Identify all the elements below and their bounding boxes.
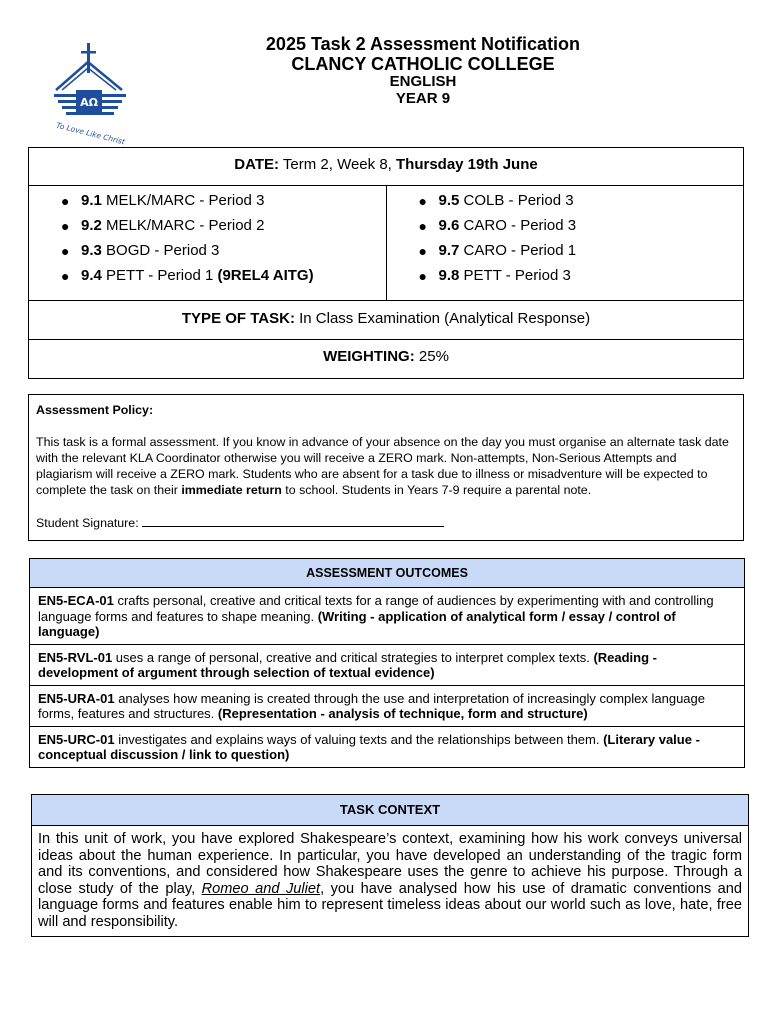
list-item (419, 218, 744, 243)
list-item (61, 243, 386, 268)
outcome-code: EN5-URC-01 (38, 731, 115, 747)
table-row (30, 645, 744, 686)
task-type-row (29, 301, 743, 340)
outcome-focus: (Representation - analysis of technique, form and structure) (217, 706, 588, 721)
page-header (200, 34, 646, 108)
class-code: 9.2 (81, 217, 102, 234)
class-list-right (387, 186, 744, 300)
date-label: DATE: (234, 156, 279, 173)
outcome-text: analyses how meaning is created through the use and interpretation of increasingly complex language forms, features and structures. (38, 690, 705, 721)
policy-title: Assessment Policy: (36, 403, 154, 417)
class-code: 9.7 (438, 242, 460, 259)
table-row (30, 686, 744, 727)
bullet-icon: ● (61, 193, 70, 209)
outcome-focus: (Reading - development of argument through selection of textual evidence) (38, 649, 657, 680)
outcomes-heading: ASSESSMENT OUTCOMES (30, 559, 744, 588)
outcome-text: investigates and explains ways of valuing texts and the relationships between them. (114, 731, 604, 747)
play-title: Romeo and Juliet (201, 880, 321, 897)
outcome-code: EN5-ECA-01 (38, 593, 114, 608)
bullet-icon: ● (418, 243, 427, 259)
policy-text-part: to school. Students in Years 7-9 require a parental note. (281, 483, 592, 497)
task-type-value: In Class Examination (Analytical Response) (294, 310, 591, 327)
logo-letters: AΩ (80, 96, 98, 109)
outcome-focus: (Writing - application of analytical form / essay / control of language) (38, 608, 676, 639)
signature-line[interactable] (142, 514, 444, 527)
class-detail: MELK/MARC - Period 2 (101, 217, 265, 234)
subject-name: ENGLISH (389, 73, 457, 91)
class-detail: CARO - Period 3 (459, 217, 577, 234)
signature-label: Student Signature: (36, 516, 143, 530)
outcome-text: crafts personal, creative and critical texts for a range of audiences by experimenting with and controlling language forms and features to shape meaning. (38, 593, 714, 624)
class-extra: (9REL4 AITG) (217, 267, 314, 284)
weighting-value: 25% (414, 348, 449, 365)
task-context-box (31, 794, 749, 937)
list-item (419, 268, 744, 293)
year-level: YEAR 9 (395, 90, 451, 108)
college-name: CLANCY CATHOLIC COLLEGE (291, 54, 555, 75)
list-item (419, 243, 744, 268)
class-code: 9.4 (81, 267, 102, 284)
class-detail: COLB - Period 3 (459, 192, 574, 209)
task-info-table (28, 147, 744, 379)
list-item (61, 193, 386, 218)
bullet-icon: ● (61, 218, 70, 234)
class-code: 9.3 (81, 242, 102, 259)
date-day: Thursday 19th June (396, 156, 538, 173)
college-logo (50, 40, 130, 148)
list-item (61, 218, 386, 243)
bullet-icon: ● (418, 193, 427, 209)
notification-title: 2025 Task 2 Assessment Notification (265, 34, 581, 54)
class-detail: PETT - Period 3 (459, 267, 571, 284)
bullet-icon: ● (61, 268, 70, 284)
student-signature (36, 514, 736, 531)
bullet-icon: ● (418, 268, 427, 284)
weighting-row (29, 340, 743, 378)
class-code: 9.6 (438, 217, 460, 234)
bullet-icon: ● (61, 243, 70, 259)
outcome-focus: (Literary value - conceptual discussion / link to question) (38, 731, 700, 762)
assessment-policy-box (28, 394, 744, 541)
context-text (32, 826, 748, 936)
weighting-label: WEIGHTING: (323, 348, 415, 365)
class-detail: BOGD - Period 3 (101, 242, 220, 259)
class-periods-row (29, 186, 743, 301)
assessment-outcomes-table (29, 558, 745, 768)
college-crest-icon (50, 40, 130, 148)
context-text-part: In this unit of work, you have explored Shakespeare’s context, examining how his work conveys universal ideas about the human experience. In particular, you have developed an understanding of the tragic form and its conventions, and considered how Shakespeare uses the genre to achieve his purpose. Through a close study of the play, (38, 831, 742, 897)
table-row (30, 727, 744, 767)
class-code: 9.8 (438, 267, 460, 284)
class-detail: MELK/MARC - Period 3 (101, 192, 265, 209)
context-heading: TASK CONTEXT (32, 795, 748, 826)
class-code: 9.1 (81, 192, 102, 209)
date-row (29, 148, 743, 186)
list-item (419, 193, 744, 218)
class-detail: PETT - Period 1 (101, 267, 218, 284)
policy-text-emphasis: immediate return (181, 483, 282, 497)
class-code: 9.5 (438, 192, 460, 209)
class-detail: CARO - Period 1 (459, 242, 577, 259)
logo-motto: To Love Like Christ (55, 120, 126, 147)
policy-text (36, 434, 736, 498)
context-text-part: , you have analysed how his use of dramatic conventions and language forms and features enable him to represent timeless ideas about our world such as love, hate, free will and responsibility. (38, 880, 742, 930)
list-item (61, 268, 386, 293)
bullet-icon: ● (418, 218, 427, 234)
table-row (30, 588, 744, 645)
task-type-label: TYPE OF TASK: (181, 310, 295, 327)
outcome-code: EN5-URA-01 (38, 690, 115, 706)
class-list-left (29, 186, 387, 300)
date-value: Term 2, Week 8, (279, 156, 396, 173)
outcome-code: EN5-RVL-01 (38, 649, 113, 665)
policy-text-part: This task is a formal assessment. If you know in advance of your absence on the day you must organise an alternate task date with the relevant KLA Coordinator otherwise you will receive a ZERO mark. Non-attempts, Non-Serious Attempts and plagiarism will receive a ZERO mark. Students who are absent for a task due to illness or misadventure will be expected to complete the task on their (36, 435, 729, 497)
outcome-text: uses a range of personal, creative and critical strategies to interpret complex texts. (112, 649, 594, 665)
